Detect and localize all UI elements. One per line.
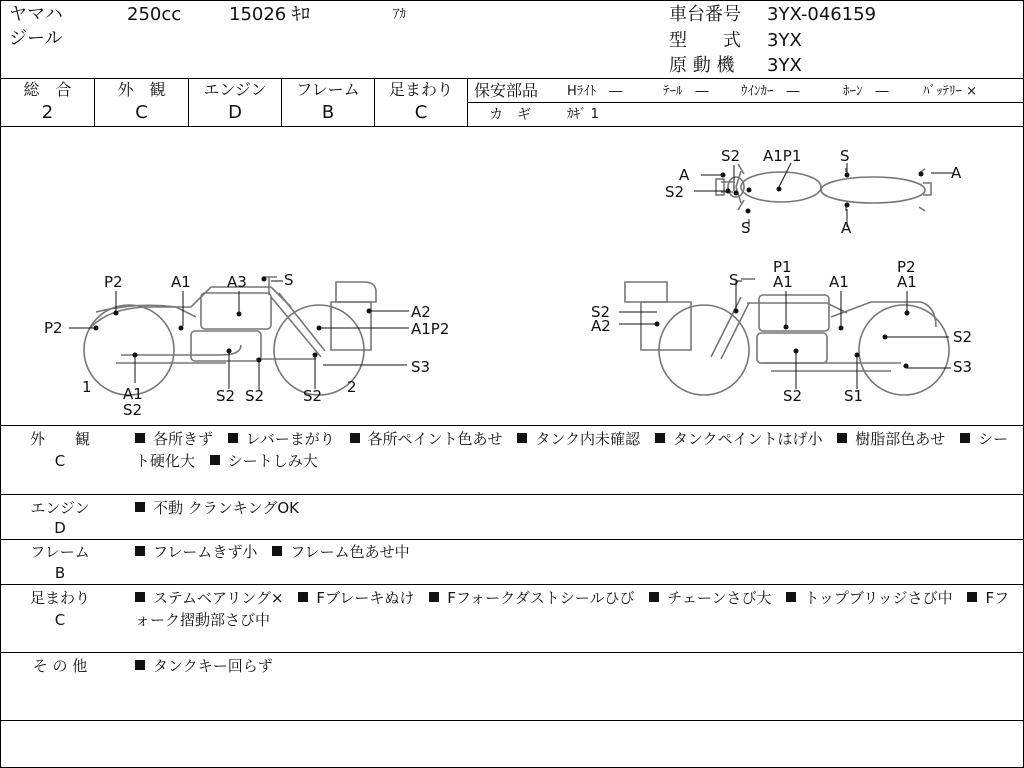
grade-value-chassis: C (414, 102, 428, 123)
maker-name: ヤマハ (9, 4, 63, 25)
damage-diagram (1, 127, 1023, 425)
model-name: ジール (9, 28, 63, 49)
diagram-label: A (951, 164, 962, 182)
diagram-label: S1 (844, 387, 864, 405)
safety-horn: ﾎｰﾝ ― (843, 84, 889, 99)
diagram-label: S2 (245, 387, 265, 405)
bike-left-view (84, 277, 376, 395)
diagram-label: S2 (303, 387, 323, 405)
diagram-label: S (284, 271, 294, 289)
diagram-label: A1 (123, 385, 143, 403)
diagram-label: S2 (591, 303, 611, 321)
section-exterior-notes (135, 428, 1011, 472)
diagram-label: S (840, 147, 850, 165)
diagram-label: S3 (411, 358, 431, 376)
diagram-label: A (841, 219, 852, 237)
note-item: フレーム色あせ中 (272, 543, 409, 561)
grade-label-exterior: 外 観 (117, 80, 166, 99)
section-engine-label: エンジン (30, 499, 90, 517)
diagram-label: S3 (953, 358, 973, 376)
section-frame-label: フレーム (30, 543, 90, 561)
diagram-label: P2 (44, 319, 63, 337)
section-frame-notes (135, 541, 1011, 563)
engine-value: 3YX (767, 55, 802, 76)
grade-value-overall: 2 (41, 102, 54, 123)
note-item: トップブリッジさび中 (786, 589, 952, 607)
note-item: レバーまがり (228, 430, 335, 448)
safety-taillight: ﾃｰﾙ ― (663, 84, 709, 99)
diagram-label: S (729, 271, 739, 289)
diagram-label: S2 (123, 401, 143, 419)
frame-no: 3YX-046159 (767, 4, 877, 25)
section-chassis-grade: C (54, 611, 66, 629)
note-item: タンク内未確認 (517, 430, 640, 448)
safety-headlight: Hﾗｲﾄ ― (567, 84, 623, 99)
bike-top-view (716, 164, 931, 211)
type-label: 型 式 (669, 30, 741, 51)
diagram-label: A1P1 (763, 147, 802, 165)
grade-value-frame: B (321, 102, 335, 123)
note-item: シート硬化大 (135, 430, 1009, 470)
diagram-label: P1 (773, 258, 792, 276)
diagram-label: A1 (171, 273, 191, 291)
diagram-label: A (679, 166, 690, 184)
diagram-label: A1P2 (411, 320, 450, 338)
key-label: カ ギ (489, 107, 531, 123)
grade-label-frame: フレーム (296, 80, 360, 99)
diagram-label: A1 (897, 273, 917, 291)
diagram-label: S2 (953, 328, 973, 346)
mileage: 15026 ｷﾛ (229, 4, 310, 25)
section-other-notes (135, 655, 1011, 677)
note-item: 樹脂部色あせ (837, 430, 945, 448)
engine-label: 原 動 機 (669, 55, 735, 76)
diagram-label: S2 (216, 387, 236, 405)
note-item: タンクペイントはげ小 (655, 430, 823, 448)
note-item: 不動 クランキングOK (135, 499, 299, 517)
key-value: ｶｷﾞ 1 (567, 107, 599, 122)
note-item: 各所ペイント色あせ (350, 430, 503, 448)
grade-value-exterior: C (135, 102, 148, 123)
note-item: タンクキー回らず (135, 657, 273, 675)
diagram-label: S (741, 219, 751, 237)
note-item: Fフォーク摺動部さび中 (135, 589, 1010, 629)
diagram-label: 1 (82, 378, 92, 396)
section-chassis-notes (135, 587, 1011, 631)
displacement: 250cc (127, 4, 182, 25)
body-color: ｱｶ (393, 7, 406, 22)
leader-lines (69, 163, 953, 390)
diagram-label: A1 (829, 273, 849, 291)
section-frame-grade: B (54, 564, 66, 582)
diagram-label: S2 (665, 183, 685, 201)
diagram-label: P2 (104, 273, 123, 291)
grade-label-overall: 総 合 (23, 80, 72, 99)
right-view-markers (655, 309, 910, 369)
section-engine-notes (135, 497, 1011, 519)
section-other-label: そ の 他 (32, 657, 88, 675)
safety-winker: ｳｲﾝｶｰ ― (741, 84, 800, 99)
type-value: 3YX (767, 30, 802, 51)
frame-no-label: 車台番号 (669, 4, 741, 25)
grade-value-engine: D (228, 102, 242, 123)
section-exterior-label: 外 観 (29, 430, 90, 448)
note-item: シートしみ大 (210, 452, 318, 470)
section-engine-grade: D (54, 519, 66, 537)
diagram-label: A1 (773, 273, 793, 291)
grade-label-chassis: 足まわり (388, 80, 453, 99)
section-chassis-label: 足まわり (29, 589, 90, 607)
grade-label-engine: エンジン (203, 80, 267, 99)
note-item: チェーンさび大 (649, 589, 771, 607)
note-item: Fブレーキぬけ (298, 589, 414, 607)
diagram-labels (44, 147, 972, 419)
diagram-label: P2 (897, 258, 916, 276)
note-item: 各所きず (135, 430, 213, 448)
diagram-label: S2 (783, 387, 803, 405)
note-item: Fフォークダストシールひび (429, 589, 634, 607)
safety-label: 保安部品 (474, 81, 539, 100)
safety-battery: ﾊﾞｯﾃﾘｰ × (923, 84, 978, 99)
note-item: フレームきず小 (135, 543, 257, 561)
diagram-label: A2 (411, 303, 431, 321)
diagram-label: 2 (347, 378, 357, 396)
diagram-label: S2 (721, 147, 741, 165)
diagram-label: A3 (227, 273, 247, 291)
section-exterior-grade: C (54, 452, 66, 470)
note-item: ステムベアリング× (135, 589, 284, 607)
diagram-label: A2 (591, 317, 611, 335)
